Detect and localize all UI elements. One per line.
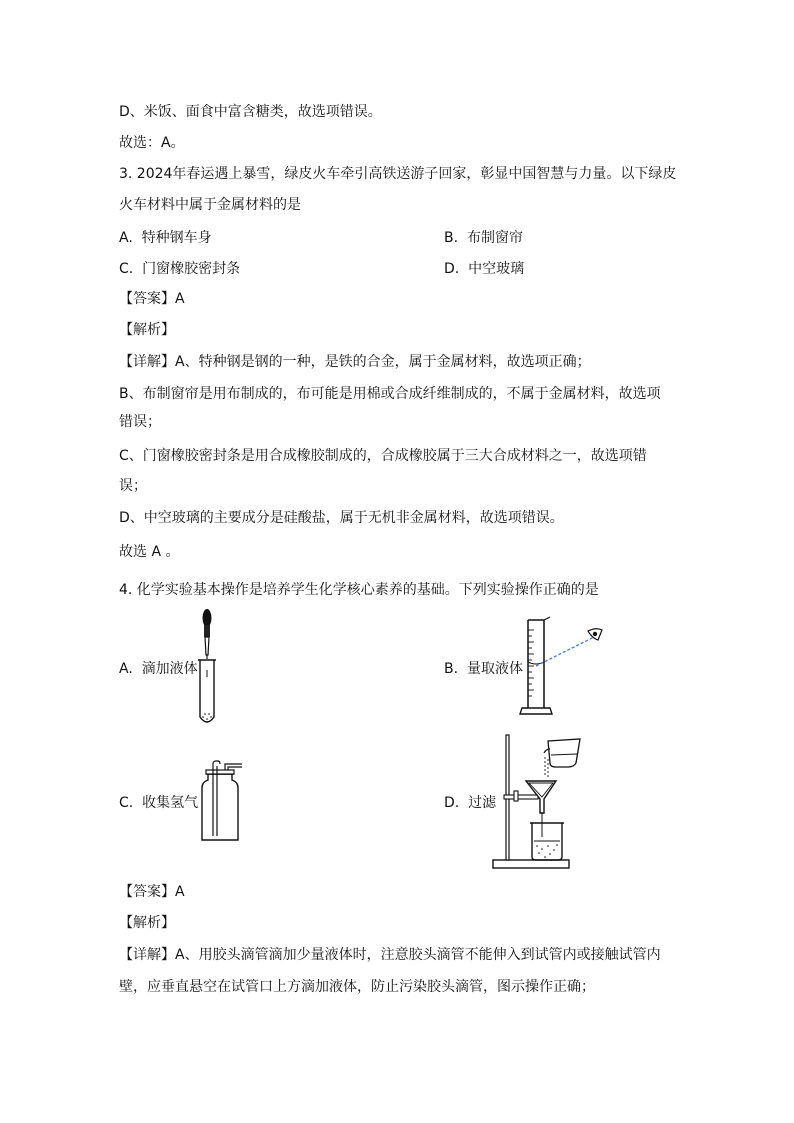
option-text: 滴加液体 [141,661,198,677]
option-text: 特种钢车身 [141,230,212,246]
q3-analysis-heading: 【解析】 [119,322,175,338]
option-label: A. [119,661,133,677]
option-label: D. [444,795,460,811]
q3-option-c [119,259,240,279]
q3-option-a [119,228,212,248]
q4-stem: 4. 化学实验基本操作是培养学生化学核心素养的基础。下列实验操作正确的是 [119,582,599,598]
q4-option-a [119,659,198,679]
q3-choose: 故选 A 。 [119,544,180,560]
q3-answer: 【答案】A [119,291,185,307]
q3-detail-3: 错误； [119,414,161,430]
q3-detail-6: D、中空玻璃的主要成分是硅酸盐，属于无机非金属材料，故选项错误。 [119,510,564,526]
q3-detail-2: B、布制窗帘是用布制成的，布可能是用棉或合成纤维制成的，不属于金属材料，故选项 [119,386,661,402]
option-label: D. [444,261,460,277]
dropper-test-tube-figure [190,605,230,730]
q4-analysis-heading: 【解析】 [119,915,175,931]
q3-stem-2: 火车材料中属于金属材料的是 [119,197,301,213]
option-label: B. [444,661,459,677]
q4-detail-1: 【详解】A、用胶头滴管滴加少量液体时，注意胶头滴管不能伸入到试管内或接触试管内 [119,947,661,963]
filtration-figure [492,733,592,873]
option-text: 过滤 [468,795,497,811]
q4-option-c [119,793,198,813]
prev-line-d: D、米饭、面食中富含糖类，故选项错误。 [119,104,382,120]
option-text: 布制窗帘 [466,230,523,246]
option-text: 量取液体 [466,661,523,677]
option-label: B. [444,230,459,246]
q3-option-b [444,228,523,248]
option-label: A. [119,230,133,246]
q4-answer: 【答案】A [119,884,185,900]
graduated-cylinder-figure [520,616,610,718]
option-label: C. [119,795,134,811]
q4-option-d [444,793,496,813]
q3-detail-4: C、门窗橡胶密封条是用合成橡胶制成的，合成橡胶属于三大合成材料之一，故选项错 [119,448,647,464]
option-text: 中空玻璃 [468,261,525,277]
q4-option-b [444,659,523,679]
q3-detail-5: 误； [119,478,147,494]
q3-detail-1: 【详解】A、特种钢是钢的一种，是铁的合金，属于金属材料，故选项正确； [119,354,591,370]
option-text: 门窗橡胶密封条 [142,261,241,277]
option-text: 收集氢气 [142,795,199,811]
option-label: C. [119,261,134,277]
q4-detail-2: 壁，应垂直悬空在试管口上方滴加液体，防止污染胶头滴管，图示操作正确； [119,979,595,995]
prev-choose: 故选：A。 [119,135,185,151]
q3-option-d [444,259,524,279]
gas-bottle-figure [196,760,244,845]
q3-stem-1: 3. 2024年春运遇上暴雪，绿皮火车牵引高铁送游子回家，彰显中国智慧与力量。以下绿皮 [119,166,677,182]
